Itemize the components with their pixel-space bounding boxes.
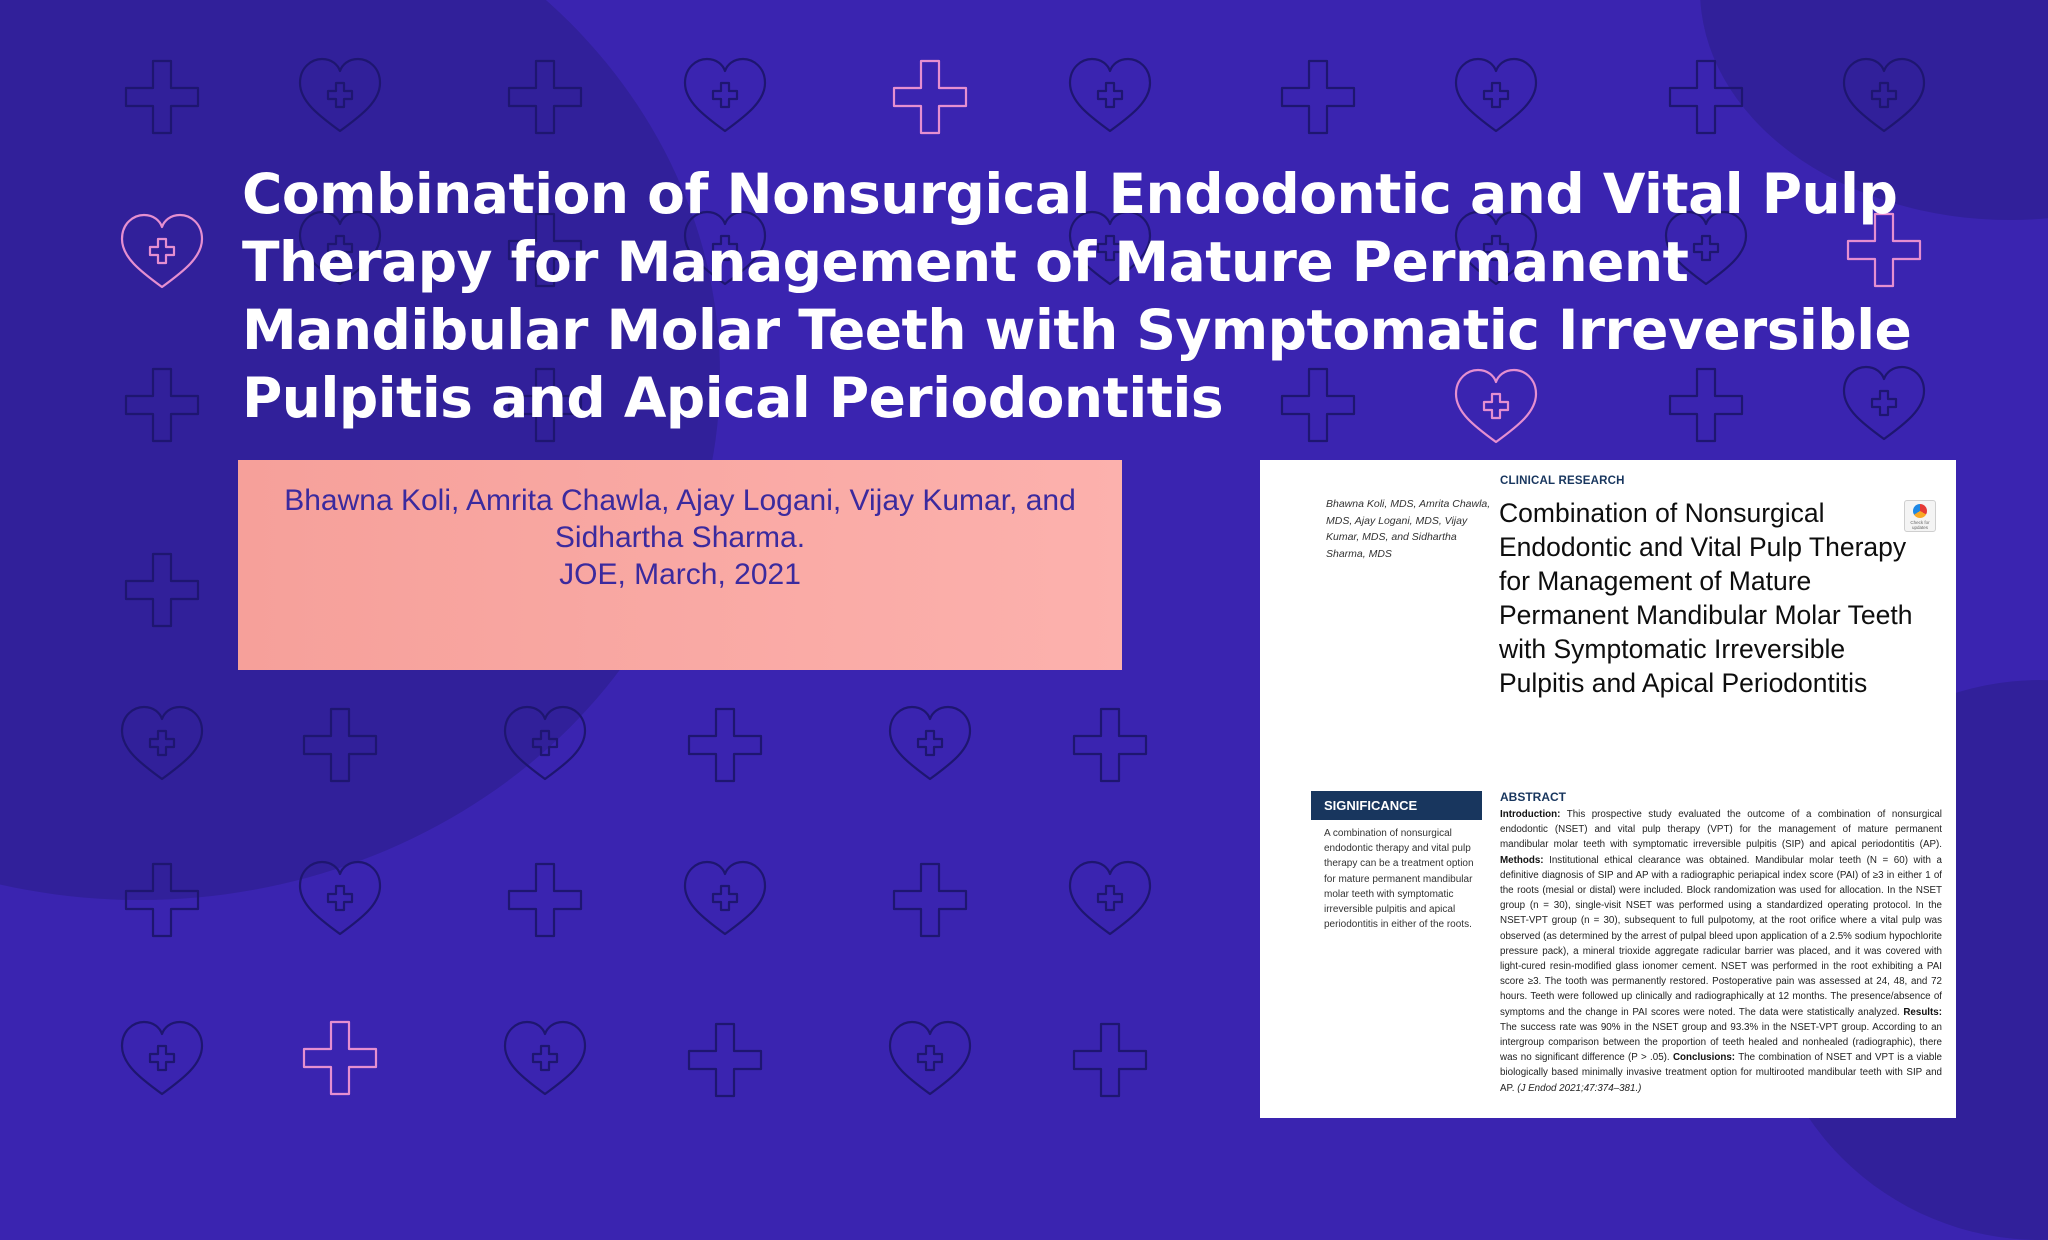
heart-plus-icon: [122, 215, 202, 287]
plus-icon: [509, 864, 581, 936]
heart-plus-icon: [122, 1022, 202, 1094]
heart-plus-icon: [890, 1022, 970, 1094]
methods-label: Methods:: [1500, 854, 1544, 866]
paper-preview: [1260, 460, 1956, 1118]
plus-icon: [1670, 61, 1742, 133]
badge-label: Check for updates: [1910, 520, 1930, 530]
plus-icon: [1282, 61, 1354, 133]
results-text: The success rate was 90% in the NSET group and 93.3% in the NSET-VPT group. According to an intergroup comparison between the proportion of teeth healed and nonhealed (radiographic), there was no significant difference (P > .05).: [1500, 1021, 1942, 1064]
plus-icon: [1074, 709, 1146, 781]
significance-heading: SIGNIFICANCE: [1311, 791, 1482, 820]
plus-icon: [126, 864, 198, 936]
intro-text: This prospective study evaluated the outcome of a combination of nonsurgical endodontic (NSET) and vital pulp therapy (VPT) for the management of mature permanent mandibular molar teeth with symptomatic irreversible pulpitis (SIP) and apical periodontitis (AP).: [1500, 809, 1942, 851]
slide-title: Combination of Nonsurgical Endodontic and Vital Pulp Therapy for Management of Mature Permanent Mandibular Molar Teeth with Symptomatic Irreversible Pulpitis and Apical Periodontitis: [242, 162, 1912, 430]
plus-icon: [126, 369, 198, 441]
methods-text: Institutional ethical clearance was obtained. Mandibular molar teeth (N = 60) with a definitive diagnosis of SIP and AP with a radiographic periapical index score (PAI) of ≥3 in either 1 of the roots (mesial or distal) were included. Block randomization was used for allocation. In the NSET group (n = 30), single-visit NSET was performed using a standardized operating protocol. In the NSET-VPT group (n = 30), subsequent to full pulpotomy, at the root orifice where a vital pulp was observed (as determined by the arrest of pulpal bleed upon application of a 2.5% sodium hypochlorite pressure pack), a mineral trioxide aggregate radicular barrier was placed, and it was covered with light-cured resin-modified glass ionomer cement. NSET was performed in the root exhibiting a PAI score ≥3. The tooth was permanently restored. Postoperative pain was assessed at 24, 48, and 72 hours. Teeth were followed up clinically and radiographically at 12 months. The presence/absence of symptoms and the change in PAI scores were noted. The data were statistically analyzed.: [1500, 854, 1942, 1018]
plus-icon: [126, 61, 198, 133]
heart-plus-icon: [685, 59, 765, 131]
plus-icon: [1074, 1024, 1146, 1096]
author-citation-box: [238, 460, 1122, 670]
journal-reference: (J Endod 2021;47:374–381.): [1517, 1082, 1642, 1094]
heart-plus-icon: [505, 1022, 585, 1094]
journal-citation: JOE, March, 2021: [559, 558, 801, 591]
plus-icon: [689, 709, 761, 781]
abstract-text: [1500, 807, 1942, 1096]
heart-plus-icon: [122, 707, 202, 779]
crossmark-icon: [1913, 504, 1927, 518]
significance-text: A combination of nonsurgical endodontic therapy and vital pulp therapy can be a treatment option for mature permanent mandibular molar teeth with symptomatic irreversible pulpitis and apical periodontitis in either of the roots.: [1324, 828, 1474, 931]
heart-plus-icon: [505, 707, 585, 779]
heart-plus-icon: [1070, 59, 1150, 131]
results-label: Results:: [1903, 1006, 1942, 1018]
plus-icon: [689, 1024, 761, 1096]
abstract-heading: ABSTRACT: [1500, 790, 1566, 804]
heart-plus-icon: [890, 707, 970, 779]
heart-plus-icon: [1844, 59, 1924, 131]
plus-icon: [304, 709, 376, 781]
heart-plus-icon: [1070, 862, 1150, 934]
heart-plus-icon: [685, 862, 765, 934]
heart-plus-icon: [300, 59, 380, 131]
plus-icon: [304, 1022, 376, 1094]
paper-authors: Bhawna Koli, MDS, Amrita Chawla, MDS, Ajay Logani, MDS, Vijay Kumar, MDS, and Sidhartha Sharma, MDS: [1326, 498, 1491, 560]
plus-icon: [894, 61, 966, 133]
plus-icon: [509, 61, 581, 133]
intro-label: Introduction:: [1500, 809, 1561, 820]
check-for-updates-badge[interactable]: [1904, 500, 1936, 532]
conclusions-label: Conclusions:: [1672, 1052, 1736, 1064]
heart-plus-icon: [1456, 59, 1536, 131]
paper-title: Combination of Nonsurgical Endodontic and Vital Pulp Therapy for Management of Mature Permanent Mandibular Molar Teeth with Symptomatic Irreversible Pulpitis and Apical Periodontitis: [1499, 498, 1913, 698]
paper-section-kicker: CLINICAL RESEARCH: [1500, 475, 1625, 487]
conclusions-text: The combination of NSET and VPT is a viable biologically based minimally invasive treatment option for multirooted mandibular teeth with SIP and AP.: [1500, 1052, 1942, 1094]
authors-line-2: Sidhartha Sharma.: [554, 521, 806, 554]
plus-icon: [894, 864, 966, 936]
plus-icon: [126, 554, 198, 626]
authors-line-1: Bhawna Koli, Amrita Chawla, Ajay Logani, Vijay Kumar, and: [284, 484, 1076, 517]
heart-plus-icon: [300, 862, 380, 934]
